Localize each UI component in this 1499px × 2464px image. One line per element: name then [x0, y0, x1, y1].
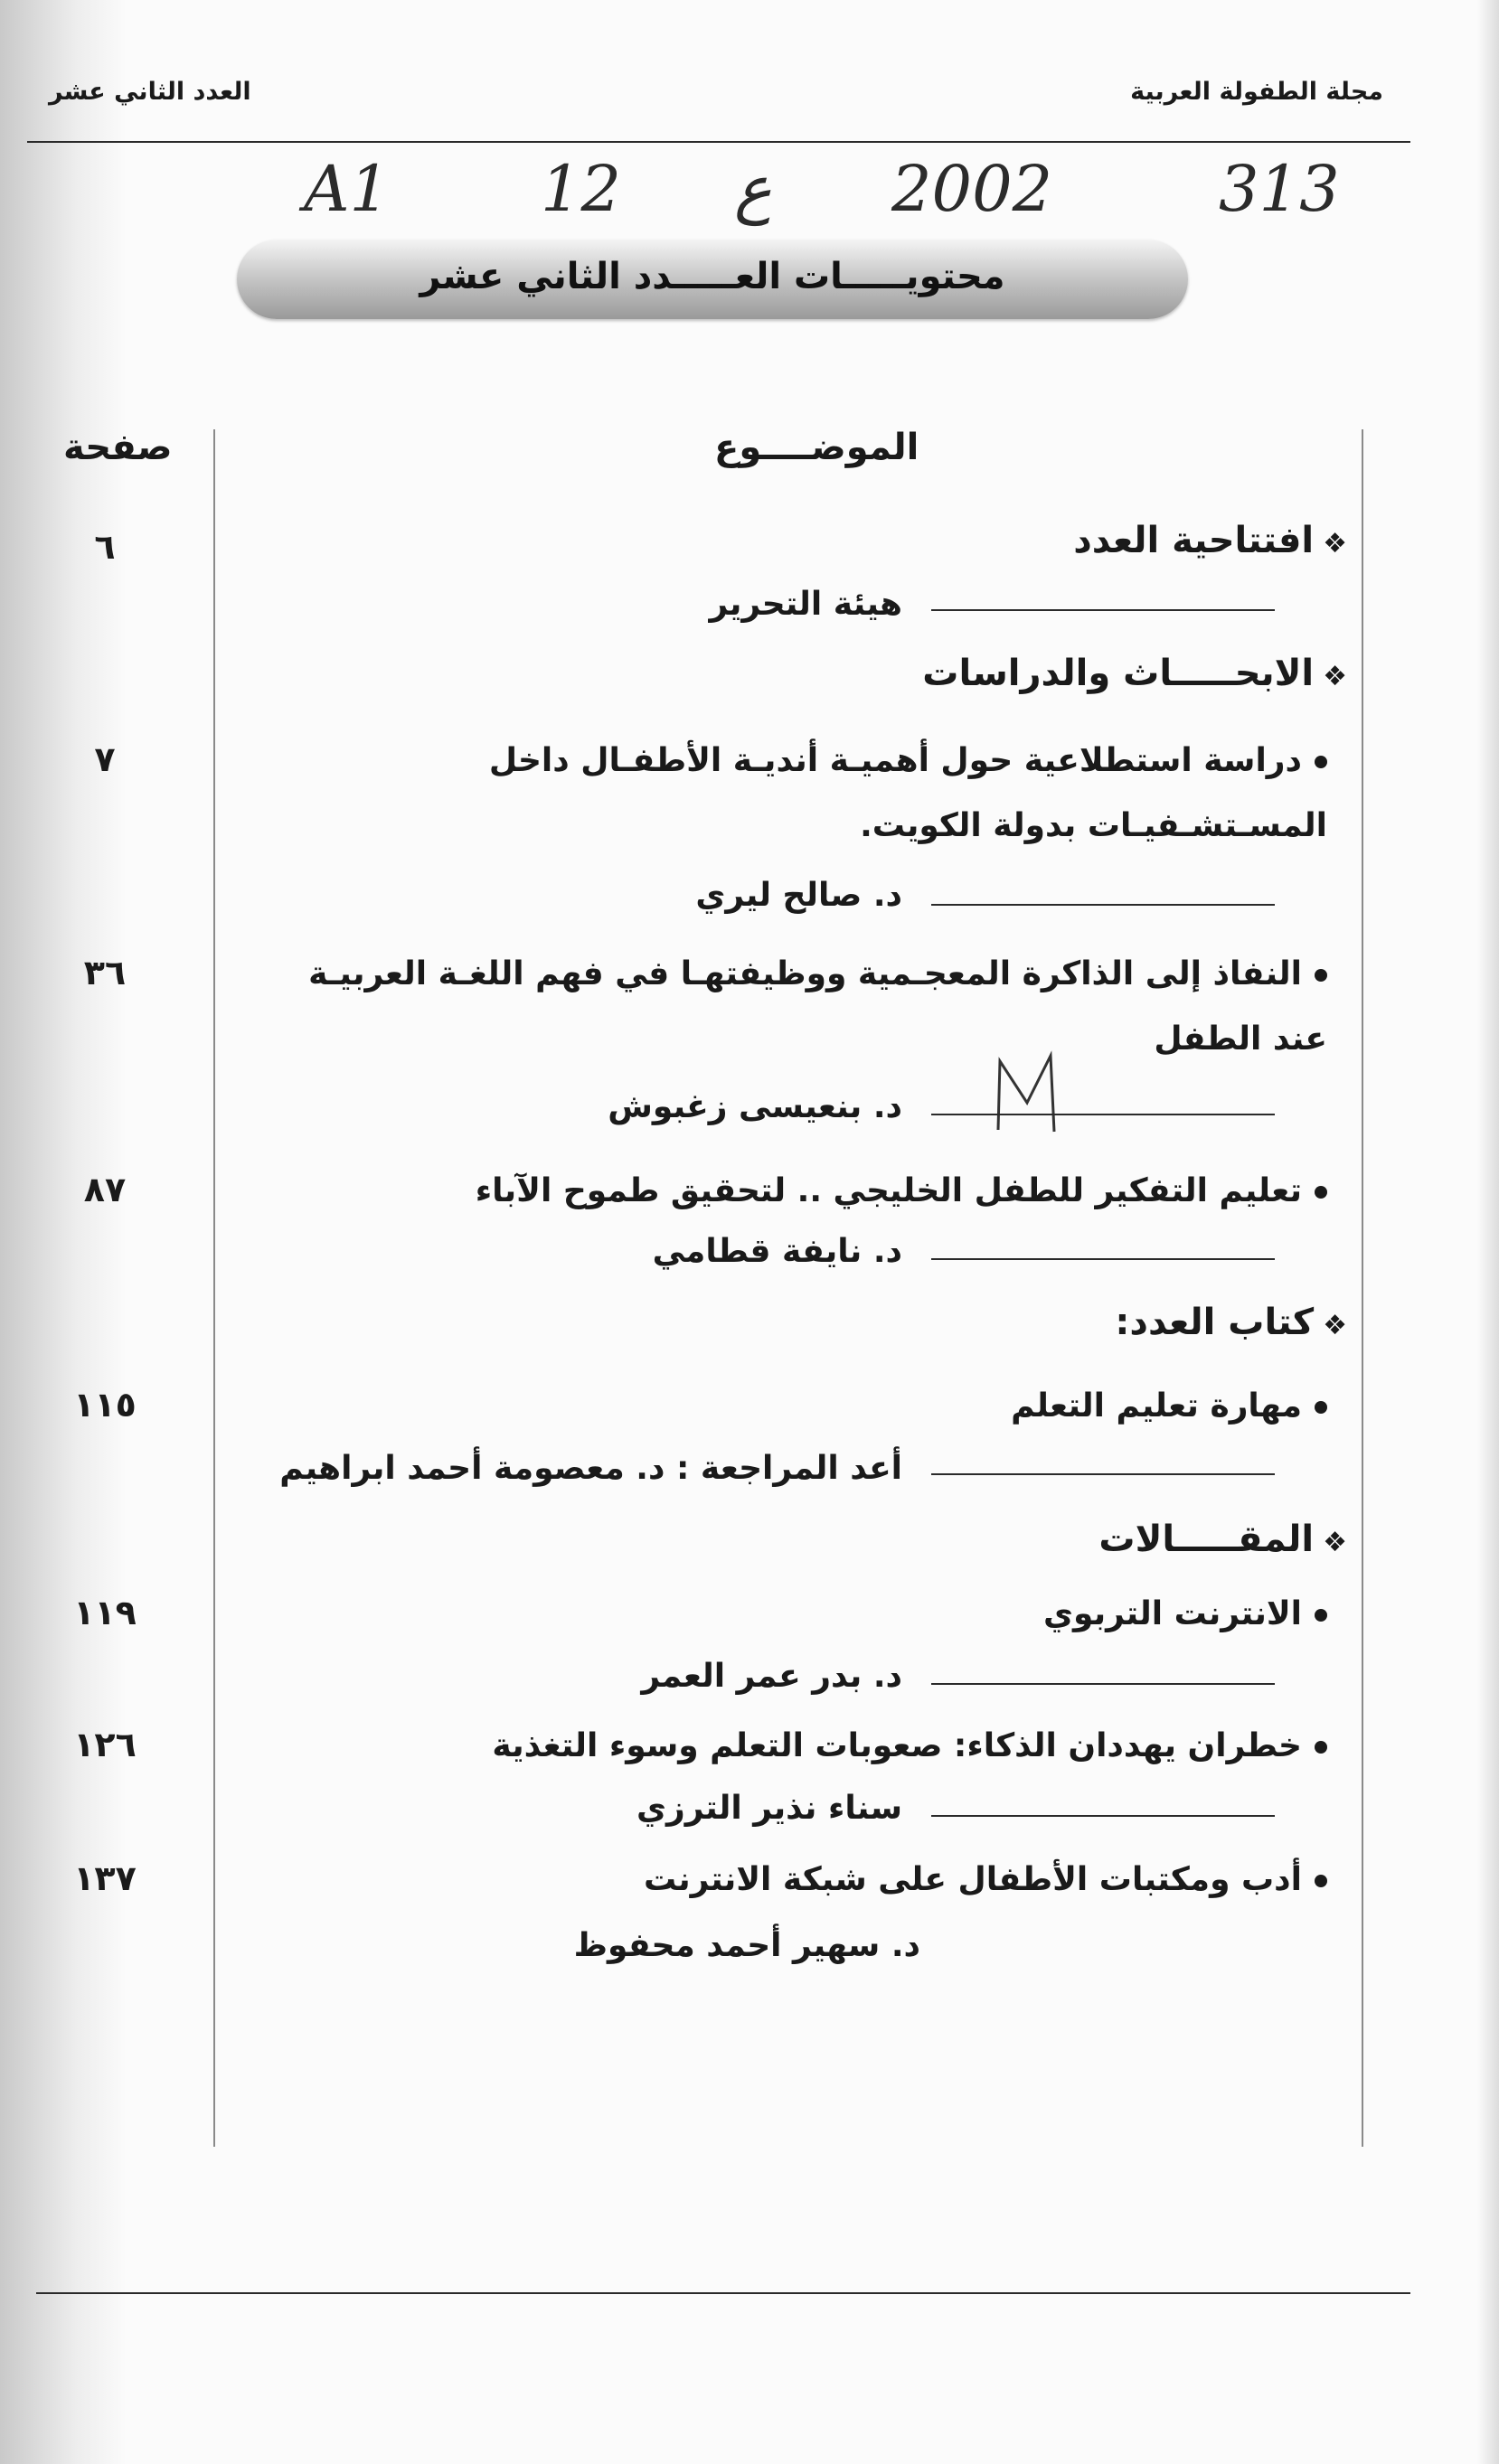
author-rule	[931, 904, 1275, 906]
section-research	[922, 653, 1347, 694]
author-rule	[931, 1473, 1275, 1475]
section-articles	[1098, 1519, 1347, 1560]
page-number: ١٣٧	[73, 1858, 137, 1898]
handwritten-year: 2002	[891, 152, 1053, 226]
diamond-bullet-icon: ❖	[1323, 1527, 1347, 1558]
handwritten-mark-icon	[991, 1049, 1063, 1139]
handwritten-issue-no: 12	[541, 152, 622, 226]
page-number: ٨٧	[83, 1170, 127, 1209]
author-name: د. بدر عمر العمر	[641, 1658, 902, 1695]
handwritten-ref: 313	[1219, 152, 1340, 226]
handwritten-letter: ع	[734, 152, 772, 226]
issue-label: العدد الثاني عشر	[49, 78, 251, 106]
page-number: ١١٥	[73, 1385, 137, 1425]
handwritten-code: A1	[304, 152, 391, 226]
toc-entry	[260, 1582, 1327, 1647]
bullet-icon	[1315, 1875, 1327, 1887]
footer-rule	[36, 2292, 1410, 2294]
entry-title: مهارة تعليم التعلم	[1011, 1387, 1302, 1425]
column-divider-right	[1362, 429, 1363, 2147]
entry-title: دراسة استطلاعية حول أهميـة أنديـة الأطفـال داخل المسـتشـفيـات بدولة الكويت.	[488, 742, 1327, 844]
header-rule	[27, 141, 1410, 143]
toc-entry	[260, 942, 1327, 1072]
contents-title: محتويـــــات العـــــدد الثاني عشر	[420, 256, 1005, 297]
section-book	[1115, 1302, 1347, 1343]
author-name: سناء نذير الترزي	[636, 1790, 902, 1827]
author-name: هيئة التحرير	[709, 586, 902, 623]
toc-entry	[260, 1848, 1327, 1913]
author-rule	[931, 1815, 1275, 1817]
author-name: أعد المراجعة : د. معصومة أحمد ابراهيم	[279, 1450, 902, 1487]
section-title: الابحـــــاث والدراسات	[922, 653, 1315, 694]
bullet-icon	[1315, 1741, 1327, 1754]
page-number: ٧	[94, 739, 116, 779]
column-divider-left	[213, 429, 215, 2147]
contents-banner	[237, 240, 1188, 319]
entry-title: النفاذ إلى الذاكرة المعجـمية ووظيفتهـا في فهم اللغـة العربيـة عند الطفل	[308, 955, 1327, 1058]
section-title: كتاب العدد:	[1115, 1302, 1315, 1343]
bullet-icon	[1315, 969, 1327, 982]
page-number: ١٢٦	[73, 1725, 137, 1764]
section-title: افتتاحية العدد	[1073, 520, 1315, 561]
diamond-bullet-icon: ❖	[1323, 1310, 1347, 1341]
section-title: المقـــــالات	[1098, 1519, 1315, 1560]
entry-title: الانترنت التربوي	[1043, 1595, 1302, 1632]
bullet-icon	[1315, 1609, 1327, 1622]
toc-entry	[260, 1159, 1327, 1224]
scan-shadow-right	[1477, 0, 1499, 2464]
entry-title: خطران يهددان الذكاء: صعوبات التعلم وسوء التغذية	[492, 1727, 1302, 1764]
scan-shadow-left	[0, 0, 127, 2464]
author-name: د. نايفة قطامي	[652, 1233, 902, 1270]
toc-entry	[260, 729, 1327, 859]
author-name: د. بنعيسى زغبوش	[608, 1088, 902, 1125]
entry-title: تعليم التفكير للطفل الخليجي .. لتحقيق طموح الآباء	[475, 1172, 1302, 1209]
bullet-icon	[1315, 756, 1327, 768]
toc-entry	[260, 1714, 1327, 1779]
diamond-bullet-icon: ❖	[1323, 661, 1347, 692]
page-number: ١١٩	[73, 1593, 137, 1632]
page-column-heading: صفحة	[63, 427, 173, 468]
toc-entry	[260, 1374, 1327, 1439]
entry-title: أدب ومكتبات الأطفال على شبكة الانترنت	[643, 1861, 1302, 1898]
author-rule	[931, 1258, 1275, 1260]
author-name: د. صالح ليري	[695, 877, 902, 914]
author-rule	[931, 1114, 1275, 1115]
bullet-icon	[1315, 1186, 1327, 1199]
section-editorial	[1073, 520, 1347, 561]
author-name: د. سهير أحمد محفوظ	[573, 1927, 920, 1964]
diamond-bullet-icon: ❖	[1323, 528, 1347, 560]
journal-title: مجلة الطفولة العربية	[1130, 78, 1383, 106]
author-rule	[931, 609, 1275, 611]
topic-column-heading: الموضــــوع	[714, 427, 919, 468]
page-number: ٦	[94, 527, 116, 567]
bullet-icon	[1315, 1401, 1327, 1414]
page-number: ٣٦	[83, 953, 127, 992]
author-rule	[931, 1683, 1275, 1685]
